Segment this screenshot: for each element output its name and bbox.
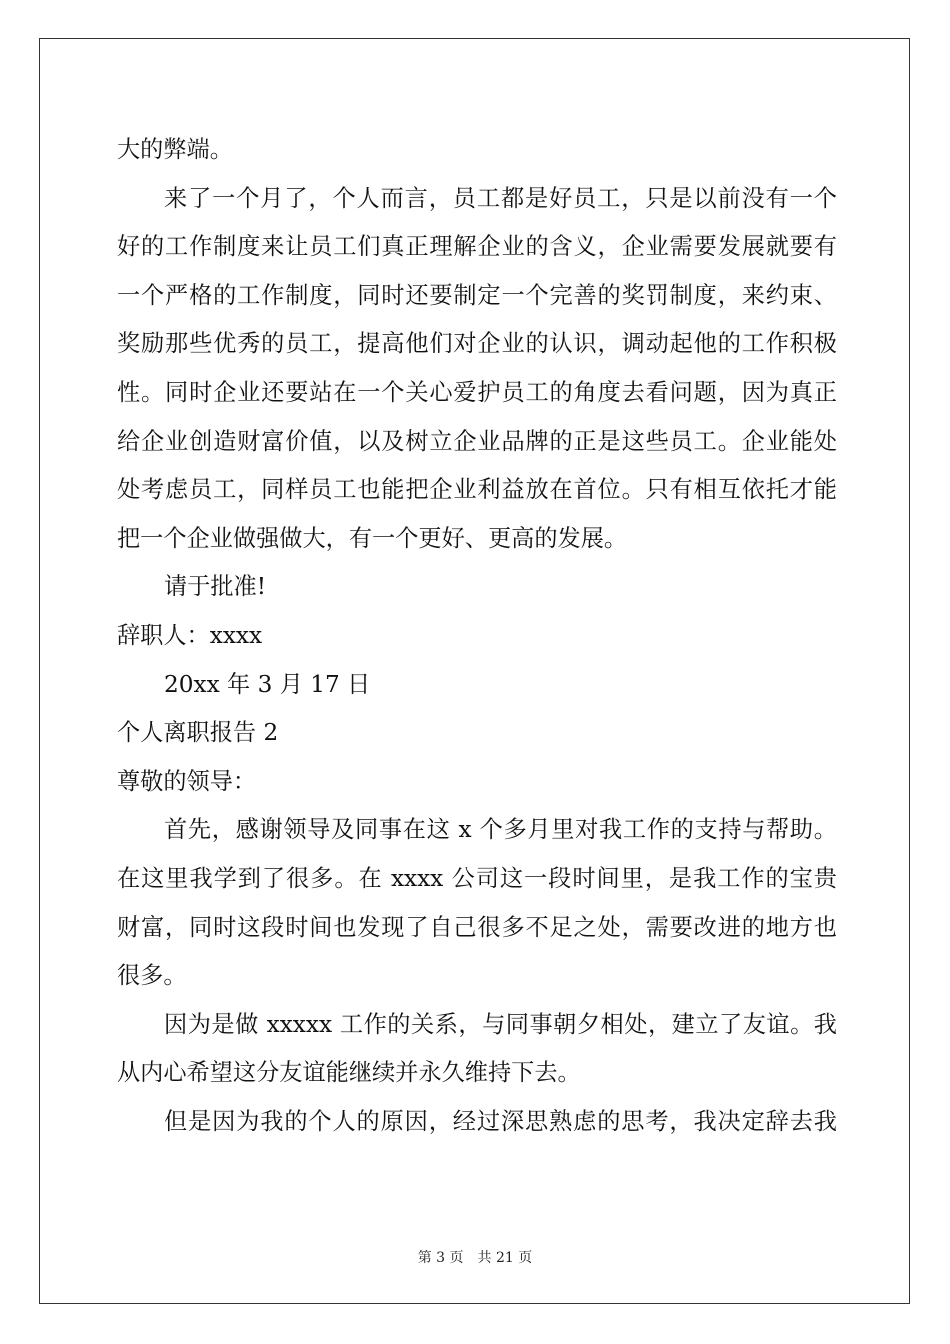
text-line: 20xx 年 3 月 17 日 xyxy=(164,670,371,698)
text-line: 给企业创造财富价值，以及树立企业品牌的正是这些员工。企业能处 xyxy=(117,427,837,455)
text-line: 辞职人：xxxx xyxy=(117,621,263,649)
text-line: 很多。 xyxy=(117,962,187,990)
text-line: 处考虑员工，同样员工也能把企业利益放在首位。只有相互依托才能 xyxy=(117,476,837,504)
text-line: 大的弊端。 xyxy=(117,136,233,163)
page-footer: 第 3 页 共 21 页 xyxy=(417,1250,533,1266)
text-line: 从内心希望这分友谊能继续并永久维持下去。 xyxy=(117,1059,581,1087)
text-line: 把一个企业做强做大，有一个更好、更高的发展。 xyxy=(117,524,628,552)
text-line: 来了一个月了，个人而言，员工都是好员工，只是以前没有一个 xyxy=(164,184,837,212)
text-line: 好的工作制度来让员工们真正理解企业的含义，企业需要发展就要有 xyxy=(117,233,837,261)
text-line: 财富，同时这段时间也发现了自己很多不足之处，需要改进的地方也 xyxy=(117,913,837,941)
text-line: 但是因为我的个人的原因，经过深思熟虑的思考，我决定辞去我 xyxy=(164,1107,837,1135)
text-line: 性。同时企业还要站在一个关心爱护员工的角度去看问题，因为真正 xyxy=(117,378,837,406)
text-line: 尊敬的领导： xyxy=(117,767,257,795)
text-line: 请于批准! xyxy=(164,573,267,601)
document-body xyxy=(117,126,837,1146)
text-line: 在这里我学到了很多。在 xxxx 公司这一段时间里，是我工作的宝贵 xyxy=(117,864,837,892)
text-line: 因为是做 xxxxx 工作的关系，与同事朝夕相处，建立了友谊。我 xyxy=(164,1010,837,1038)
text-line: 个人离职报告 2 xyxy=(117,719,279,747)
text-line: 首先，感谢领导及同事在这 x 个多月里对我工作的支持与帮助。 xyxy=(164,816,837,844)
text-line: 一个严格的工作制度，同时还要制定一个完善的奖罚制度，来约束、 xyxy=(117,281,837,309)
text-line: 奖励那些优秀的员工，提高他们对企业的认识，调动起他的工作积极 xyxy=(117,330,837,358)
